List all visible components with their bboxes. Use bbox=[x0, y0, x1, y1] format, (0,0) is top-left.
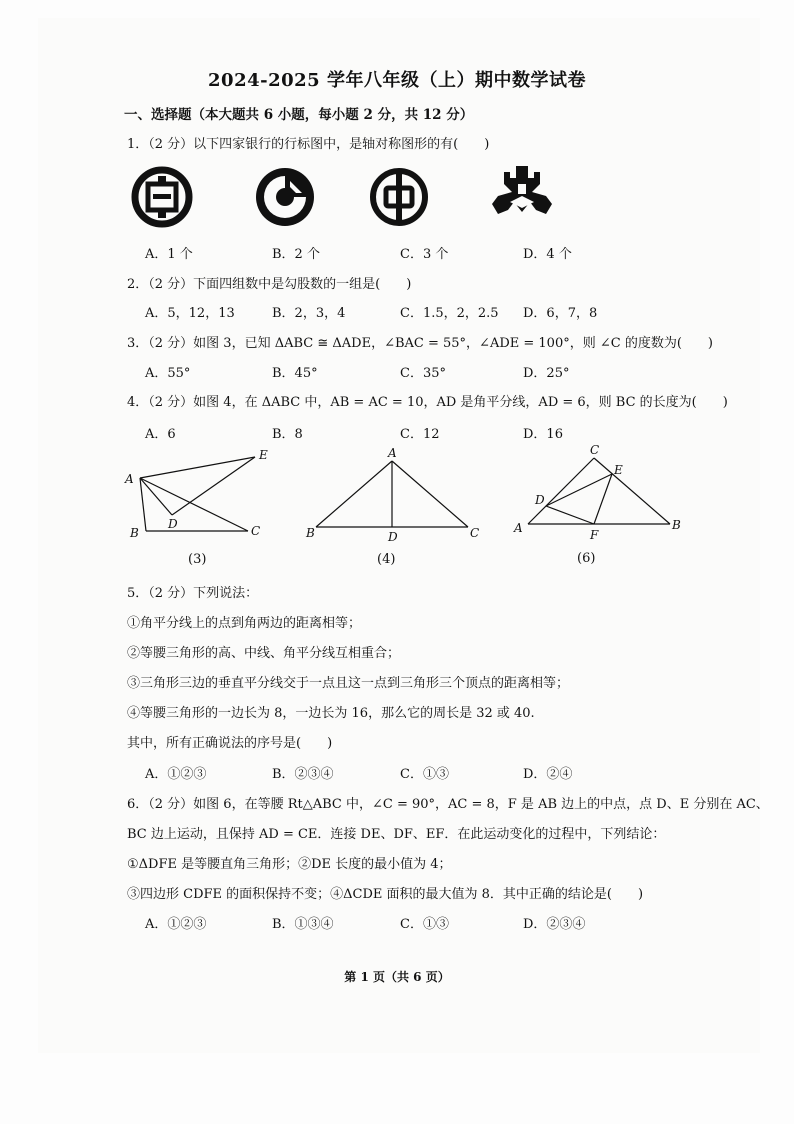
q1-option-b: B．2 个 bbox=[272, 247, 320, 262]
question-5-stem: 5．（2 分）下列说法： bbox=[127, 586, 259, 601]
fig3-label-d: D bbox=[168, 517, 178, 531]
q2-option-b: B．2，3，4 bbox=[272, 306, 346, 321]
q4-option-d: D．16 bbox=[523, 427, 563, 442]
q3-option-a: A．55° bbox=[145, 366, 191, 381]
fig6-label-b: B bbox=[672, 518, 681, 532]
section-heading: 一、选择题（本大题共 6 小题，每小题 2 分，共 12 分） bbox=[124, 107, 474, 123]
q4-option-a: A．6 bbox=[145, 427, 176, 442]
figure-3 bbox=[120, 445, 290, 545]
q5-option-a: A．①②③ bbox=[145, 767, 207, 782]
fig3-label-a: A bbox=[125, 472, 134, 486]
fig6-caption: (6) bbox=[577, 551, 596, 566]
question-4-stem: 4．（2 分）如图 4，在 ΔABC 中，AB = AC = 10，AD 是角平分线，AD = 6，则 BC 的长度为( ) bbox=[127, 395, 728, 410]
question-3-stem: 3．（2 分）如图 3，已知 ΔABC ≅ ΔADE，∠BAC = 55°，∠ADE = 100°，则 ∠C 的度数为( ) bbox=[127, 336, 713, 351]
q3-option-c: C．35° bbox=[400, 366, 446, 381]
q6-option-b: B．①③④ bbox=[272, 917, 334, 932]
fig6-label-a: A bbox=[514, 521, 523, 535]
page-title: 2024-2025 学年八年级（上）期中数学试卷 bbox=[208, 70, 586, 91]
q2-option-c: C．1.5，2，2.5 bbox=[400, 306, 499, 321]
fig3-label-b: B bbox=[130, 526, 139, 540]
question-2-stem: 2．（2 分）下面四组数中是勾股数的一组是( ) bbox=[127, 277, 412, 292]
page-footer: 第 1 页（共 6 页） bbox=[344, 970, 450, 984]
fig6-label-c: C bbox=[590, 443, 600, 457]
question-1-stem: 1．（2 分）以下四家银行的行标图中，是轴对称图形的有( ) bbox=[127, 137, 490, 152]
icbc-logo bbox=[131, 166, 193, 228]
abc-logo bbox=[490, 164, 554, 228]
q5-ask: 其中，所有正确说法的序号是( ) bbox=[127, 736, 333, 751]
fig4-caption: (4) bbox=[377, 552, 396, 567]
boc-logo bbox=[368, 166, 430, 228]
q5-option-b: B．②③④ bbox=[272, 767, 334, 782]
q4-option-b: B．8 bbox=[272, 427, 303, 442]
ccb-logo bbox=[254, 166, 316, 228]
fig4-label-a: A bbox=[388, 446, 397, 460]
fig3-label-e: E bbox=[259, 448, 268, 462]
q6-option-d: D．②③④ bbox=[523, 917, 586, 932]
q4-option-c: C．12 bbox=[400, 427, 440, 442]
q6-option-c: C．①③ bbox=[400, 917, 449, 932]
fig3-label-c: C bbox=[251, 524, 261, 538]
q5-option-c: C．①③ bbox=[400, 767, 449, 782]
q2-option-d: D．6，7，8 bbox=[523, 306, 598, 321]
figure-4 bbox=[302, 445, 487, 545]
fig3-caption: (3) bbox=[188, 552, 207, 567]
q3-option-b: B．45° bbox=[272, 366, 318, 381]
q1-option-a: A．1 个 bbox=[145, 247, 193, 262]
fig4-label-c: C bbox=[470, 526, 480, 540]
q2-option-a: A．5，12，13 bbox=[145, 306, 235, 321]
fig4-label-b: B bbox=[306, 526, 315, 540]
q1-option-d: D．4 个 bbox=[523, 247, 572, 262]
fig6-label-e: E bbox=[614, 463, 623, 477]
fig6-label-f: F bbox=[590, 528, 599, 542]
q5-option-d: D．②④ bbox=[523, 767, 573, 782]
q5-item-4: ④等腰三角形的一边长为 8，一边长为 16，那么它的周长是 32 或 40. bbox=[127, 706, 535, 721]
question-6-line-2: BC 边上运动，且保持 AD = CE．连接 DE、DF、EF．在此运动变化的过程中，下列结论： bbox=[127, 827, 666, 842]
q3-option-d: D．25° bbox=[523, 366, 570, 381]
q5-item-3: ③三角形三边的垂直平分线交于一点且这一点到三角形三个顶点的距离相等； bbox=[127, 676, 570, 691]
q6-option-a: A．①②③ bbox=[145, 917, 207, 932]
q1-option-c: C．3 个 bbox=[400, 247, 449, 262]
fig6-label-d: D bbox=[535, 493, 545, 507]
figure-6 bbox=[508, 440, 688, 545]
question-6-line-3: ①ΔDFE 是等腰直角三角形；②DE 长度的最小值为 4； bbox=[127, 857, 452, 872]
q5-item-1: ①角平分线上的点到角两边的距离相等； bbox=[127, 616, 362, 631]
question-6-line-1: 6．（2 分）如图 6，在等腰 Rt△ABC 中，∠C = 90°，AC = 8，F 是 AB 边上的中点，点 D、E 分别在 AC、 bbox=[127, 797, 769, 812]
q5-item-2: ②等腰三角形的高、中线、角平分线互相重合； bbox=[127, 646, 401, 661]
fig4-label-d: D bbox=[388, 530, 398, 544]
question-6-line-4: ③四边形 CDFE 的面积保持不变；④ΔCDE 面积的最大值为 8．其中正确的结论是( ) bbox=[127, 887, 644, 902]
